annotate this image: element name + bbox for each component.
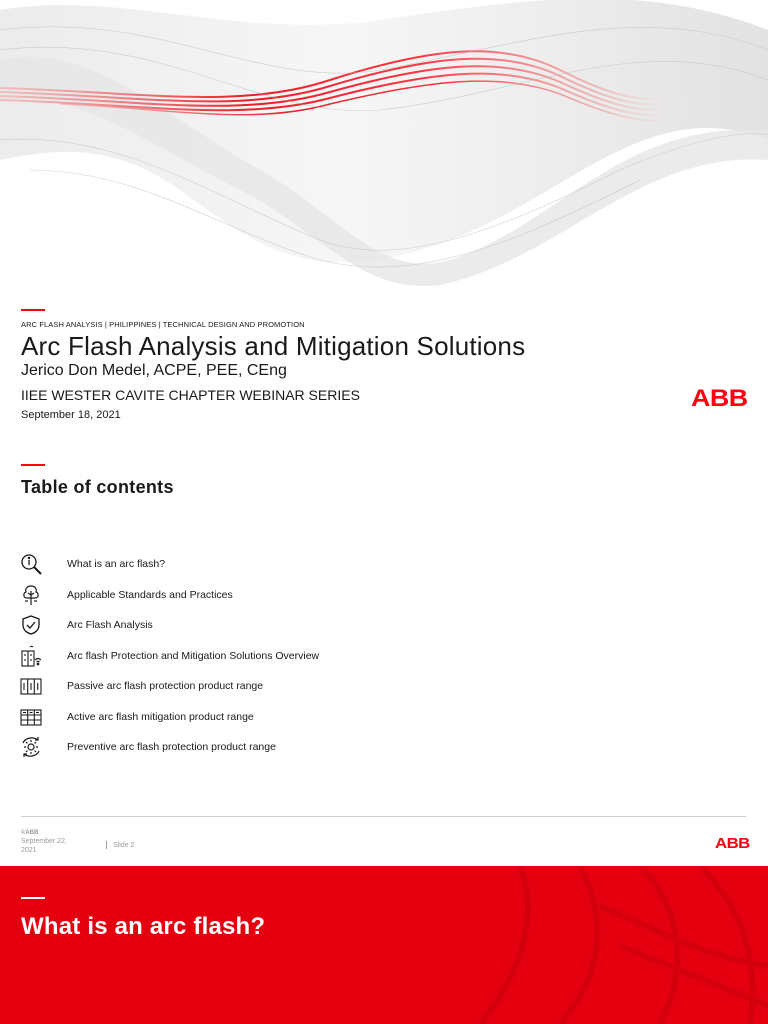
footer-separator: [106, 841, 107, 849]
magnifier-info-icon: [18, 551, 44, 577]
section-slide: [0, 866, 768, 1024]
toc-accent-bar: [21, 464, 45, 466]
presentation-title: Arc Flash Analysis and Mitigation Solutions: [21, 331, 526, 361]
toc-item[interactable]: [18, 732, 518, 763]
panel-passive-icon: [18, 673, 44, 699]
shield-check-icon: [18, 612, 44, 638]
footer-divider: [21, 816, 746, 817]
toc-item-label: Arc flash Protection and Mitigation Solutions Overview: [67, 649, 320, 662]
section-accent-bar: [21, 897, 45, 899]
presenter-name: Jerico Don Medel, ACPE, PEE, CEng: [21, 362, 287, 379]
footer-slide-number: Slide 2: [113, 842, 135, 849]
toc-item[interactable]: [18, 610, 518, 641]
panel-active-icon: [18, 704, 44, 730]
title-accent-bar: [21, 309, 45, 311]
toc-title: Table of contents: [21, 477, 174, 497]
toc-item-label: Preventive arc flash protection product range: [67, 741, 276, 754]
section-background-pattern: [0, 866, 768, 1024]
toc-list: [18, 549, 518, 763]
toc-item[interactable]: [18, 549, 518, 580]
event-name: IIEE WESTER CAVITE CHAPTER WEBINAR SERIES: [21, 387, 360, 403]
footer-copyright: ©ABB: [21, 830, 39, 836]
title-slide: [0, 0, 768, 432]
toc-item-label: Applicable Standards and Practices: [67, 588, 233, 601]
toc-slide: [0, 432, 768, 866]
document-tree-icon: [18, 582, 44, 608]
slide-kicker: ARC FLASH ANALYSIS | PHILIPPINES | TECHNICAL DESIGN AND PROMOTION: [21, 320, 305, 329]
hero-wave-graphic: [0, 0, 768, 290]
toc-item[interactable]: [18, 671, 518, 702]
presentation-date: September 18, 2021: [21, 409, 121, 421]
toc-item[interactable]: [18, 641, 518, 672]
gear-cycle-icon: [18, 734, 44, 760]
toc-item-label: What is an arc flash?: [67, 558, 166, 571]
toc-item[interactable]: [18, 580, 518, 611]
toc-item-label: Arc Flash Analysis: [67, 619, 153, 632]
abb-logo: ABB: [691, 385, 748, 412]
section-title: What is an arc flash?: [21, 913, 266, 940]
abb-logo: ABB: [715, 835, 750, 852]
switchgear-signal-icon: [18, 643, 44, 669]
toc-item[interactable]: [18, 702, 518, 733]
toc-item-label: Passive arc flash protection product range: [67, 680, 264, 693]
footer-date: September 22, 2021: [21, 838, 67, 854]
toc-item-label: Active arc flash mitigation product range: [67, 710, 254, 723]
